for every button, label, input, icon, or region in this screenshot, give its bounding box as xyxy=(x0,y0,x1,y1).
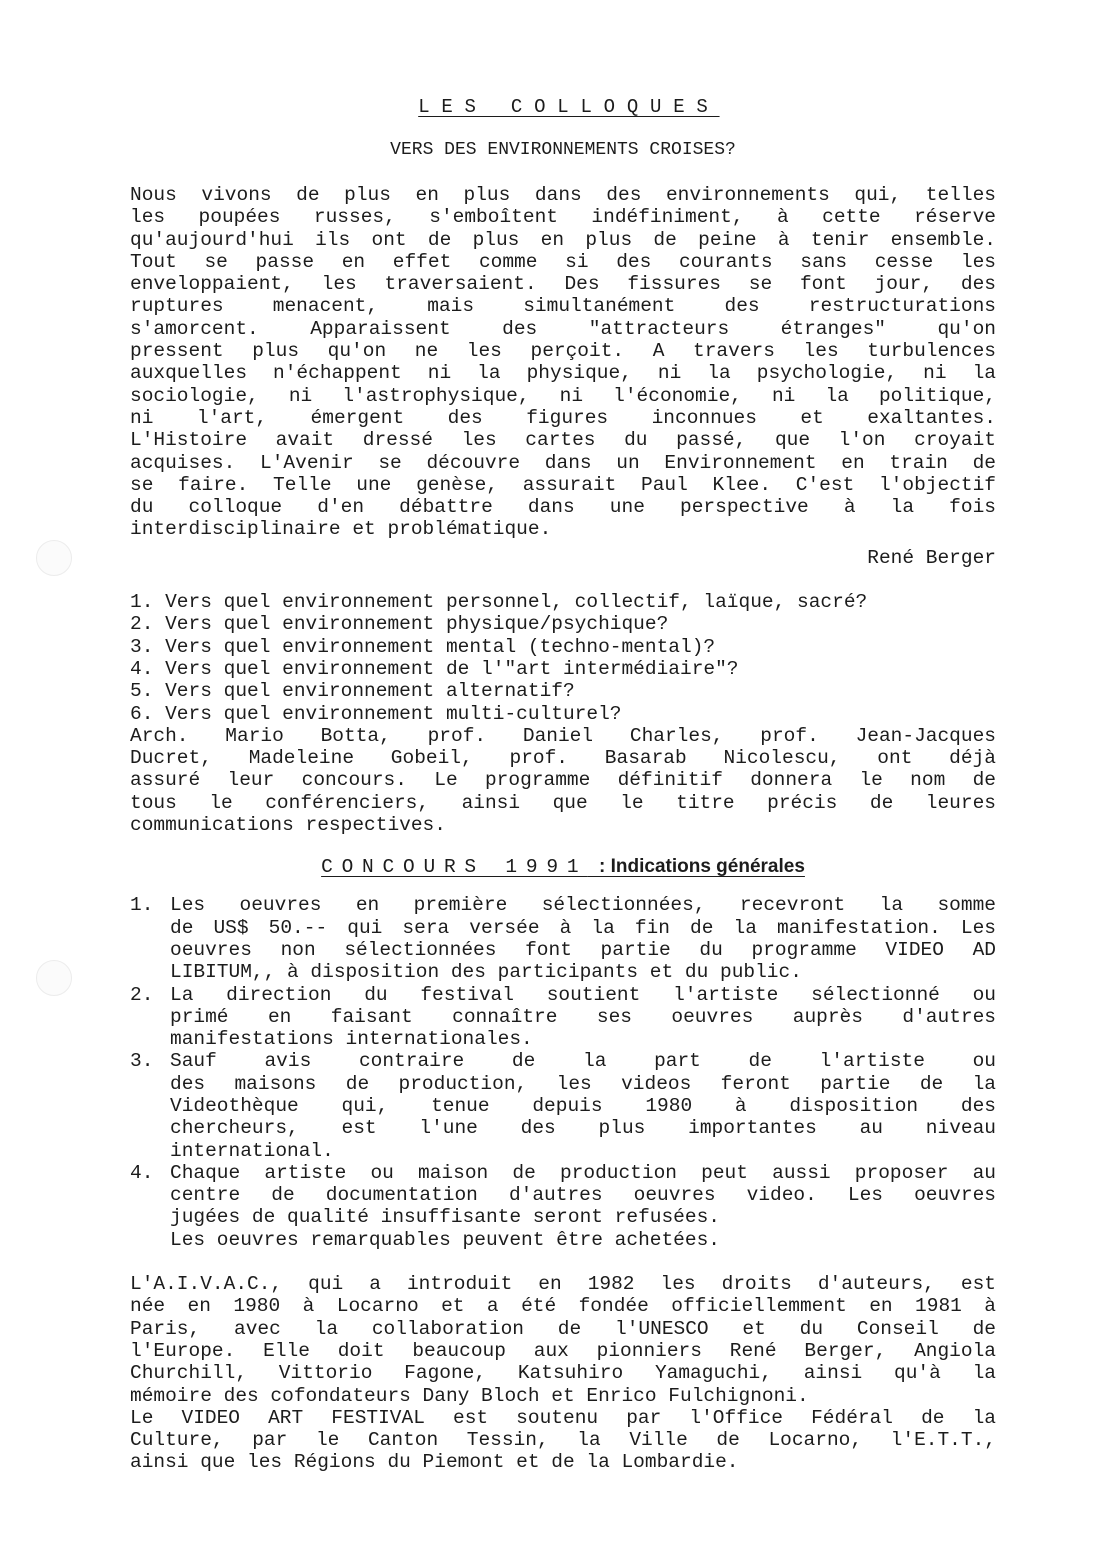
text-line: se faire. Telle une genèse, assurait Paul Klee. C'est l'objectif xyxy=(130,473,996,496)
punch-hole-top xyxy=(36,540,72,576)
text-line: La direction du festival soutient l'artiste sélectionné ou xyxy=(170,983,996,1006)
text-line: acquises. L'Avenir se découvre dans un Environnement en train de xyxy=(130,451,996,474)
item-text xyxy=(170,1050,996,1161)
text-line: pressent plus qu'on ne les perçoit. A travers les turbulences xyxy=(130,340,996,363)
text-line: mémoire des cofondateurs Dany Bloch et Enrico Fulchignoni. xyxy=(130,1384,809,1407)
concours-heading-spaced: CONCOURS 1991 xyxy=(321,856,588,879)
text-line: chercheurs, est l'une des plus importantes au niveau xyxy=(170,1117,996,1140)
text-line: les poupées russes, s'emboîtent indéfiniment, à cette réserve xyxy=(130,206,996,229)
text-line: Le VIDEO ART FESTIVAL est soutenu par l'Office Fédéral de la xyxy=(130,1406,996,1429)
text-line: assuré leur concours. Le programme définitif donnera le nom de xyxy=(130,769,996,792)
text-line: Les oeuvres remarquables peuvent être achetées. xyxy=(170,1228,720,1251)
text-line: manifestations internationales. xyxy=(170,1028,533,1051)
text-line: ainsi que les Régions du Piemont et de la Lombardie. xyxy=(130,1451,739,1474)
question-item: 6. Vers quel environnement multi-culturel? xyxy=(130,702,622,725)
text-line: qu'aujourd'hui ils ont de plus en plus de peine à tenir ensemble. xyxy=(130,228,996,251)
aivac-paragraph xyxy=(130,1273,996,1407)
text-line: Nous vivons de plus en plus dans des environnements qui, telles xyxy=(130,184,996,206)
concours-item xyxy=(130,984,996,1051)
text-line: enveloppaient, les traversaient. Des fissures se font jour, des xyxy=(130,273,996,296)
signature: René Berger xyxy=(867,546,996,569)
document-page xyxy=(130,96,996,1474)
text-line: L'A.I.V.A.C., qui a introduit en 1982 les droits d'auteurs, est xyxy=(130,1273,996,1296)
text-line: Tout se passe en effet comme si des courants sans cesse les xyxy=(130,250,996,273)
page-title: LES COLLOQUES xyxy=(418,96,720,118)
text-line: Ducret, Madeleine Gobeil, prof. Basarab Nicolescu, ont déjà xyxy=(130,747,996,770)
text-line: primé en faisant connaître ses oeuvres auprès d'autres xyxy=(170,1005,996,1028)
text-line: Sauf avis contraire de la part de l'artiste ou xyxy=(170,1050,996,1073)
text-line: Videothèque qui, tenue depuis 1980 à disposition des xyxy=(170,1094,996,1117)
question-item: 1. Vers quel environnement personnel, collectif, laïque, sacré? xyxy=(130,591,868,614)
concours-heading-rest: : Indications générales xyxy=(599,856,805,878)
item-text xyxy=(170,894,996,983)
text-line: communications respectives. xyxy=(130,814,446,837)
item-number: 2. xyxy=(130,983,154,1006)
text-line: sociologie, ni l'astrophysique, ni l'économie, ni la politique, xyxy=(130,384,996,407)
text-line: L'Histoire avait dressé les cartes du passé, que l'on croyait xyxy=(130,429,996,452)
item-number: 1. xyxy=(130,894,154,917)
text-line: LIBITUM,, à disposition des participants et du public. xyxy=(170,961,802,984)
concours-item xyxy=(130,894,996,983)
text-line: des maisons de production, les videos feront partie de la xyxy=(170,1072,996,1095)
questions-list xyxy=(130,591,996,725)
text-line: née en 1980 à Locarno et a été fondée officiellemment en 1981 à xyxy=(130,1295,996,1318)
text-line: Les oeuvres en première sélectionnées, recevront la somme xyxy=(170,894,996,917)
text-line: Churchill, Vittorio Fagone, Katsuhiro Yamaguchi, ainsi qu'à la xyxy=(130,1362,996,1385)
intro-paragraph xyxy=(130,184,996,541)
text-line: ruptures menacent, mais simultanément des restructurations xyxy=(130,295,996,318)
text-line: s'amorcent. Apparaissent des "attracteurs étranges" qu'on xyxy=(130,317,996,340)
text-line: Paris, avec la collaboration de l'UNESCO et du Conseil de xyxy=(130,1317,996,1340)
text-line: oeuvres non sélectionnées font partie du programme VIDEO AD xyxy=(170,938,996,961)
festival-paragraph xyxy=(130,1407,996,1474)
text-line: auxquelles n'échappent ni la physique, ni la psychologie, ni la xyxy=(130,362,996,385)
question-item: 5. Vers quel environnement alternatif? xyxy=(130,680,575,703)
text-line: Culture, par le Canton Tessin, la Ville de Locarno, l'E.T.T., xyxy=(130,1429,996,1452)
speakers-paragraph xyxy=(130,725,996,836)
text-line: interdisciplinaire et problématique. xyxy=(130,518,552,541)
text-line: Arch. Mario Botta, prof. Daniel Charles, prof. Jean-Jacques xyxy=(130,724,996,747)
question-item: 3. Vers quel environnement mental (techno-mental)? xyxy=(130,635,716,658)
page-subtitle: VERS DES ENVIRONNEMENTS CROISES? xyxy=(390,140,736,160)
concours-item xyxy=(130,1050,996,1161)
item-number: 4. xyxy=(130,1161,154,1184)
text-line: tous le conférenciers, ainsi que le titre précis de leures xyxy=(130,791,996,814)
text-line: l'Europe. Elle doit beaucoup aux pionniers René Berger, Angiola xyxy=(130,1339,996,1362)
text-line: de US$ 50.-- qui sera versée à la fin de la manifestation. Les xyxy=(170,916,996,939)
item-text xyxy=(170,1162,996,1251)
punch-hole-bottom xyxy=(36,960,72,996)
text-line: Chaque artiste ou maison de production peut aussi proposer au xyxy=(170,1161,996,1184)
question-item: 4. Vers quel environnement de l'"art intermédiaire"? xyxy=(130,657,739,680)
text-line: international. xyxy=(170,1139,334,1162)
text-line: centre de documentation d'autres oeuvres video. Les oeuvres xyxy=(170,1184,996,1207)
item-number: 3. xyxy=(130,1050,154,1073)
question-item: 2. Vers quel environnement physique/psychique? xyxy=(130,613,669,636)
text-line: du colloque d'en débattre dans une perspective à la fois xyxy=(130,496,996,519)
text-line: jugées de qualité insuffisante seront refusées. xyxy=(170,1206,720,1229)
item-text xyxy=(170,984,996,1051)
concours-heading xyxy=(130,856,996,878)
text-line: ni l'art, émergent des figures inconnues et exaltantes. xyxy=(130,406,996,429)
concours-item xyxy=(130,1162,996,1251)
concours-list xyxy=(130,894,996,1251)
